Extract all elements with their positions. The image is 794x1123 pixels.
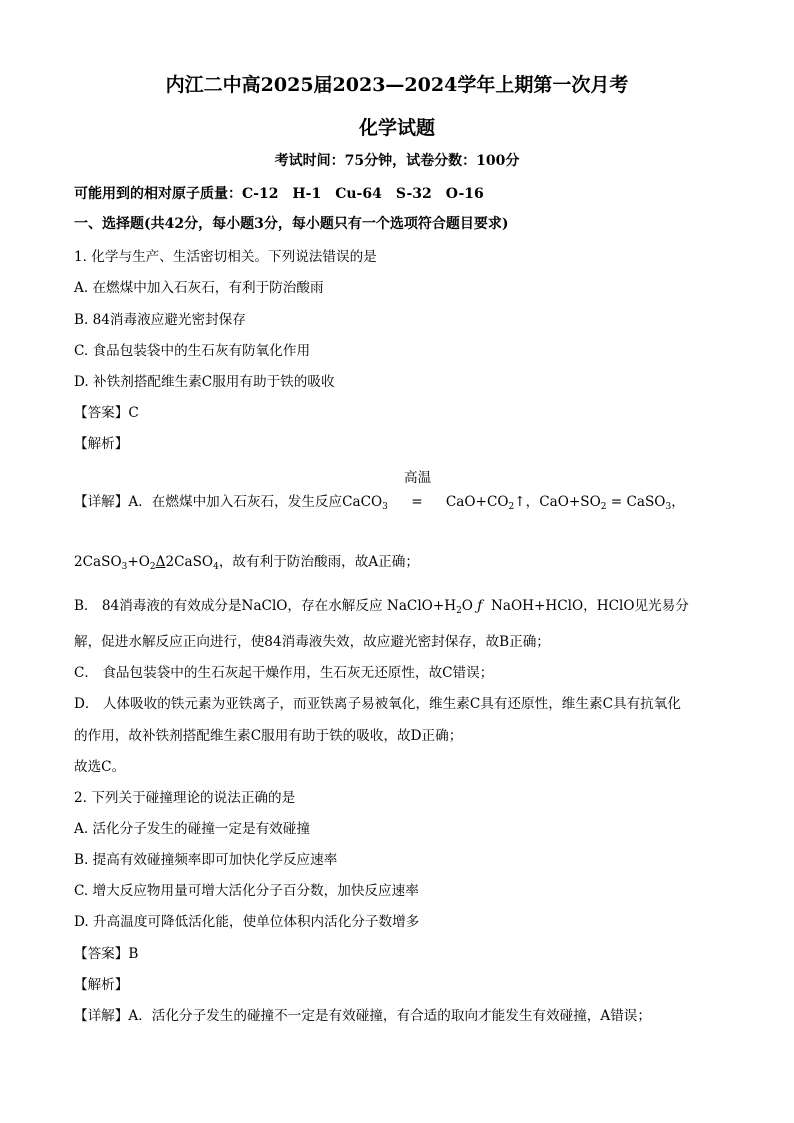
q1-detail-a	[74, 490, 685, 510]
exam-title: 内江二中高2025届2023—2024学年上期第一次月考	[165, 74, 629, 96]
q1-stem: 1. 化学与生产、生活密切相关。下列说法错误的是	[74, 249, 377, 265]
q1-option-a: A. 在燃煤中加入石灰石，有利于防治酸雨	[74, 280, 324, 296]
section-heading: 一、选择题(共42分，每小题3分，每小题只有一个选项符合题目要求)	[74, 216, 509, 232]
q2-option-a: A. 活化分子发生的碰撞一定是有效碰撞	[74, 821, 310, 837]
q1-detail-c: C． 食品包装袋中的生石灰起干燥作用，生石灰无还原性，故C错误；	[74, 665, 494, 681]
q1-option-c: C. 食品包装袋中的生石灰有防氧化作用	[74, 343, 311, 359]
q1-detail-a-line2: $2CaSO_3+O_2\Delta 2CaSO_4$，故有利于防治酸雨，故A正确；	[74, 554, 419, 572]
equation-hydrolysis: $NaClO+H_2O$ ƒ NaOH+HClO	[386, 598, 584, 616]
gas-arrow-icon: ↑	[514, 494, 526, 510]
q2-detail-a: 【详解】A．活化分子发生的碰撞不一定是有效碰撞，有合适的取向才能发生有效碰撞，A错误；	[74, 1008, 651, 1024]
q2-analysis-label: 【解析】	[74, 977, 129, 993]
q1-detail-b: B． 84消毒液的有效成分是NaClO，存在水解反应 $NaClO+H_2O$ ƒ NaOH+HClO，HClO见光易分	[74, 598, 689, 616]
equation-cao-so2: ，$CaO+SO_2$ = CaSO$_3$，	[525, 494, 685, 512]
q1-detail-d-line1: D． 人体吸收的铁元素为亚铁离子，而亚铁离子易被氧化，维生素C具有还原性，维生素C具有抗氧化	[74, 696, 681, 712]
q1-analysis-label: 【解析】	[74, 436, 129, 452]
equation-caco3: CaCO$_3$	[342, 494, 388, 512]
equation-equals: =	[411, 494, 423, 510]
q2-option-c: C. 增大反应物用量可增大活化分子百分数，加快反应速率	[74, 883, 419, 899]
q1-option-b: B. 84消毒液应避光密封保存	[74, 312, 246, 328]
q1-conclusion: 故选C。	[74, 759, 126, 775]
q2-stem: 2. 下列关于碰撞理论的说法正确的是	[74, 790, 296, 806]
q2-option-d: D. 升高温度可降低活化能，使单位体积内活化分子数增多	[74, 914, 420, 930]
q2-option-b: B. 提高有效碰撞频率即可加快化学反应速率	[74, 852, 338, 868]
q1-detail-d-line2: 的作用，故补铁剂搭配维生素C服用有助于铁的吸收，故D正确；	[74, 728, 463, 744]
exam-info: 考试时间：75分钟，试卷分数：100分	[274, 153, 520, 169]
q1-detail-b-line2: 解，促进水解反应正向进行，使84消毒液失效，故应避光密封保存，故B正确；	[74, 634, 550, 650]
q1-answer: 【答案】C	[74, 405, 139, 421]
q1-detail-a-prefix: 【详解】A．在燃煤中加入石灰石，发生反应	[74, 494, 343, 510]
equation-cao-co2: $CaO+CO_2$	[445, 494, 515, 512]
q2-answer: 【答案】B	[74, 946, 139, 962]
atomic-mass-line: 可能用到的相对原子质量：C-12 H-1 Cu-64 S-32 O-16	[74, 186, 484, 202]
q1-option-d: D. 补铁剂搭配维生素C服用有助于铁的吸收	[74, 374, 335, 390]
q1-condition-high-temp: 高温	[404, 470, 432, 486]
subject-title: 化学试题	[358, 117, 435, 139]
reversible-arrow-icon: ƒ	[477, 598, 483, 614]
delta-condition: Δ	[155, 554, 166, 570]
